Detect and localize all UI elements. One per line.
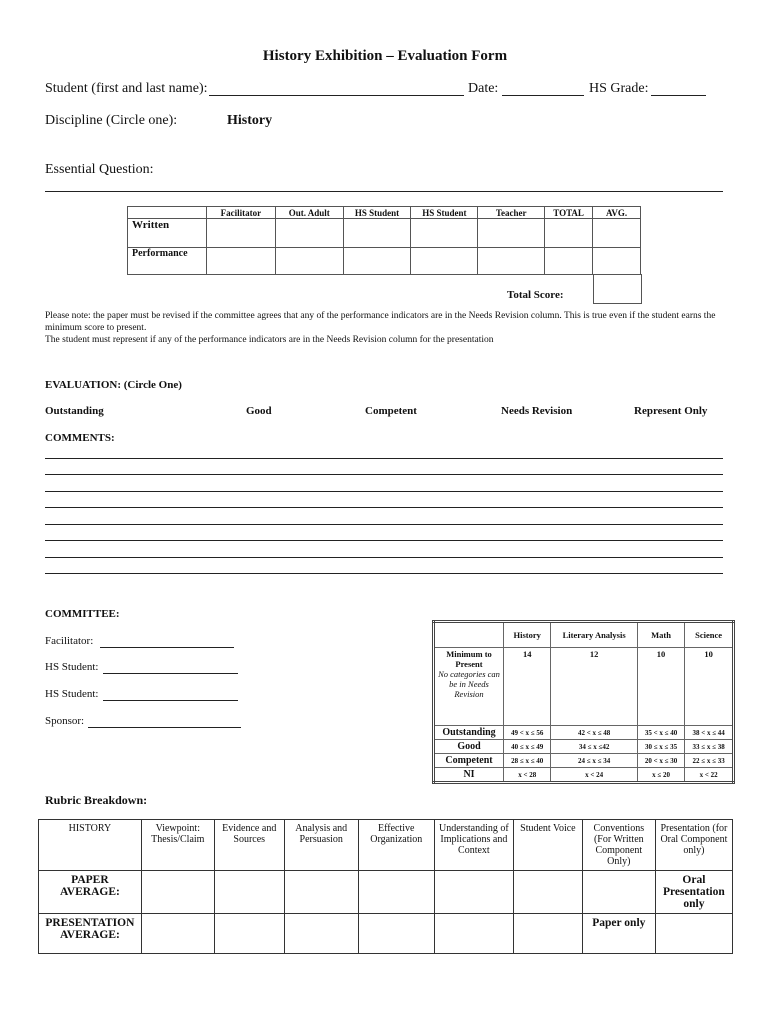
range-cell: 33 ≤ x ≤ 38 — [685, 740, 734, 754]
min-science: 10 — [685, 648, 734, 726]
score-cell[interactable] — [545, 248, 593, 275]
range-cell: 28 ≤ x ≤ 40 — [504, 754, 551, 768]
score-cell[interactable] — [478, 248, 545, 275]
rubric-header-history: HISTORY — [39, 820, 142, 871]
score-header-blank — [128, 207, 207, 219]
score-cell[interactable] — [593, 219, 641, 248]
rubric-oral-only-cell: Oral Presentation only — [655, 871, 732, 914]
eval-needs-revision[interactable]: Needs Revision — [501, 405, 573, 417]
subject-header-science: Science — [685, 622, 734, 648]
comment-line[interactable] — [45, 557, 723, 558]
row-label-ni: NI — [434, 768, 504, 783]
total-score-label: Total Score: — [507, 289, 564, 301]
range-cell: 35 < x ≤ 40 — [637, 726, 684, 740]
committee-hs-student-1-label: HS Student: — [45, 661, 99, 673]
score-header-hs-student-1: HS Student — [343, 207, 411, 219]
score-cell[interactable] — [206, 248, 275, 275]
committee-sponsor-label: Sponsor: — [45, 715, 85, 727]
subject-score-table — [432, 620, 735, 784]
score-cell[interactable] — [343, 219, 411, 248]
score-row-performance: Performance — [128, 248, 207, 275]
score-cell[interactable] — [411, 219, 478, 248]
rubric-cell[interactable] — [513, 914, 582, 954]
essential-question-label: Essential Question: — [45, 162, 154, 177]
rubric-header-analysis: Analysis and Persuasion — [284, 820, 358, 871]
page-title: History Exhibition – Evaluation Form — [262, 48, 508, 64]
range-cell: x < 24 — [551, 768, 637, 783]
score-header-out-adult: Out. Adult — [275, 207, 343, 219]
committee-facilitator-field[interactable] — [100, 647, 234, 648]
rubric-cell[interactable] — [582, 871, 655, 914]
comment-line[interactable] — [45, 474, 723, 475]
score-cell[interactable] — [411, 248, 478, 275]
revision-note: Please note: the paper must be revised if the committee agrees that any of the performance indicators are in the Needs Revision column. This is true even if the student earns the minimum score to present. — [45, 311, 716, 333]
row-label-competent: Competent — [434, 754, 504, 768]
comments-heading: COMMENTS: — [45, 432, 115, 444]
rubric-cell[interactable] — [141, 914, 214, 954]
score-header-avg: AVG. — [593, 207, 641, 219]
range-cell: x < 28 — [504, 768, 551, 783]
score-cell[interactable] — [343, 248, 411, 275]
comment-line[interactable] — [45, 458, 723, 459]
rubric-cell[interactable] — [141, 871, 214, 914]
rubric-header-presentation: Presentation (for Oral Component only) — [655, 820, 732, 871]
rubric-cell[interactable] — [214, 914, 284, 954]
rubric-heading: Rubric Breakdown: — [45, 793, 148, 807]
range-cell: 30 ≤ x ≤ 35 — [637, 740, 684, 754]
rubric-cell[interactable] — [434, 914, 513, 954]
score-table — [127, 206, 641, 275]
minimum-note: No categories can be in Needs Revision — [438, 669, 500, 699]
rubric-cell[interactable] — [284, 871, 358, 914]
rubric-header-student-voice: Student Voice — [513, 820, 582, 871]
score-header-facilitator: Facilitator — [206, 207, 275, 219]
rubric-header-understanding: Understanding of Implications and Context — [434, 820, 513, 871]
rubric-header-conventions: Conventions (For Written Component Only) — [582, 820, 655, 871]
eval-competent[interactable]: Competent — [365, 405, 417, 417]
range-cell: 24 ≤ x ≤ 34 — [551, 754, 637, 768]
represent-note: The student must represent if any of the performance indicators are in the Needs Revision column for the presentation — [45, 335, 494, 345]
subject-header-literary: Literary Analysis — [551, 622, 637, 648]
rubric-header-organization: Effective Organization — [358, 820, 434, 871]
score-cell[interactable] — [275, 219, 343, 248]
rubric-cell[interactable] — [284, 914, 358, 954]
essential-question-field[interactable] — [45, 191, 723, 192]
score-header-hs-student-2: HS Student — [411, 207, 478, 219]
score-cell[interactable] — [593, 248, 641, 275]
committee-sponsor-field[interactable] — [88, 727, 241, 728]
committee-hs-student-2-label: HS Student: — [45, 688, 99, 700]
range-cell: 34 ≤ x ≤42 — [551, 740, 637, 754]
score-cell[interactable] — [275, 248, 343, 275]
minimum-label: Minimum to Present — [446, 649, 492, 669]
discipline-label: Discipline (Circle one): — [45, 113, 178, 128]
committee-hs-student-2-field[interactable] — [103, 700, 238, 701]
range-cell: 38 < x ≤ 44 — [685, 726, 734, 740]
range-cell: 42 < x ≤ 48 — [551, 726, 637, 740]
rubric-cell[interactable] — [214, 871, 284, 914]
min-math: 10 — [637, 648, 684, 726]
committee-heading: COMMITTEE: — [45, 608, 120, 620]
score-cell[interactable] — [478, 219, 545, 248]
rubric-cell[interactable] — [358, 871, 434, 914]
rubric-cell[interactable] — [434, 871, 513, 914]
range-cell: 22 ≤ x ≤ 33 — [685, 754, 734, 768]
total-score-box[interactable] — [593, 274, 642, 304]
committee-facilitator-label: Facilitator: — [45, 635, 94, 647]
comment-line[interactable] — [45, 573, 723, 574]
committee-hs-student-1-field[interactable] — [103, 673, 238, 674]
score-cell[interactable] — [545, 219, 593, 248]
score-header-total: TOTAL — [545, 207, 593, 219]
range-cell: 49 < x ≤ 56 — [504, 726, 551, 740]
score-header-teacher: Teacher — [478, 207, 545, 219]
range-cell: x ≤ 20 — [637, 768, 684, 783]
rubric-cell[interactable] — [655, 914, 732, 954]
subject-header-history: History — [504, 622, 551, 648]
rubric-paper-average-label: PAPER AVERAGE: — [39, 871, 142, 914]
grade-field[interactable] — [651, 95, 706, 96]
discipline-value[interactable]: History — [227, 113, 273, 128]
row-label-good: Good — [434, 740, 504, 754]
date-field[interactable] — [502, 95, 584, 96]
eval-represent-only[interactable]: Represent Only — [634, 405, 708, 417]
min-literary: 12 — [551, 648, 637, 726]
rubric-header-evidence: Evidence and Sources — [214, 820, 284, 871]
rubric-paper-only-cell: Paper only — [582, 914, 655, 954]
row-label-outstanding: Outstanding — [434, 726, 504, 740]
score-cell[interactable] — [206, 219, 275, 248]
evaluation-heading: EVALUATION: (Circle One) — [45, 379, 182, 391]
min-history: 14 — [504, 648, 551, 726]
range-cell: 20 < x ≤ 30 — [637, 754, 684, 768]
rubric-cell[interactable] — [358, 914, 434, 954]
grade-label: HS Grade: — [589, 81, 649, 96]
eval-outstanding[interactable]: Outstanding — [45, 405, 104, 417]
rubric-table — [38, 819, 733, 954]
minimum-to-present-cell — [434, 648, 504, 726]
student-name-field[interactable] — [209, 95, 464, 96]
comment-line[interactable] — [45, 507, 723, 508]
comment-line[interactable] — [45, 491, 723, 492]
subject-header-blank — [434, 622, 504, 648]
date-label: Date: — [468, 81, 499, 96]
rubric-cell[interactable] — [513, 871, 582, 914]
range-cell: x < 22 — [685, 768, 734, 783]
rubric-header-viewpoint: Viewpoint: Thesis/Claim — [141, 820, 214, 871]
comment-line[interactable] — [45, 540, 723, 541]
student-name-label: Student (first and last name): — [45, 81, 208, 96]
subject-header-math: Math — [637, 622, 684, 648]
rubric-presentation-average-label: PRESENTATION AVERAGE: — [39, 914, 142, 954]
eval-good[interactable]: Good — [246, 405, 272, 417]
comment-line[interactable] — [45, 524, 723, 525]
range-cell: 40 ≤ x ≤ 49 — [504, 740, 551, 754]
score-row-written: Written — [128, 219, 207, 248]
